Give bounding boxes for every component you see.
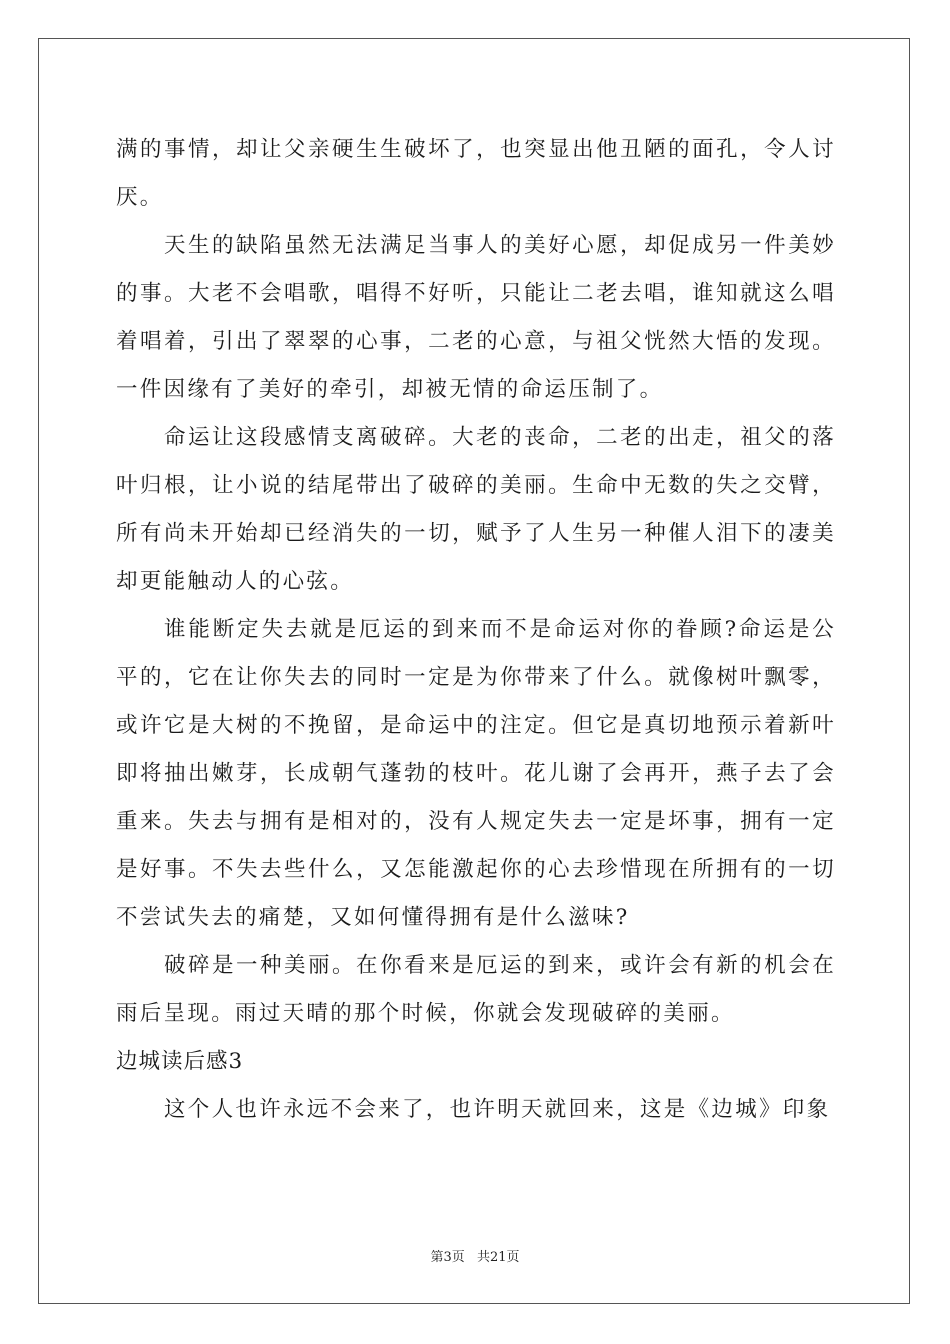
paragraph-2: 天生的缺陷虽然无法满足当事人的美好心愿，却促成另一件美妙的事。大老不会唱歌，唱得不好听，只能让二老去唱，谁知就这么唱着唱着，引出了翠翠的心事，二老的心意，与祖父恍然大悟的发现。一件因缘有了美好的牵引，却被无情的命运压制了。 bbox=[116, 233, 836, 402]
section-heading: 边城读后感3 bbox=[116, 1049, 244, 1074]
page-footer bbox=[0, 1246, 950, 1265]
page-number: 第3页 bbox=[430, 1250, 465, 1265]
paragraph-5: 破碎是一种美丽。在你看来是厄运的到来，或许会有新的机会在雨后呈现。雨过天晴的那个时候，你就会发现破碎的美丽。 bbox=[116, 953, 836, 1026]
paragraph-3: 命运让这段感情支离破碎。大老的丧命，二老的出走，祖父的落叶归根，让小说的结尾带出了破碎的美丽。生命中无数的失之交臂，所有尚未开始却已经消失的一切，赋予了人生另一种催人泪下的凄美却更能触动人的心弦。 bbox=[116, 425, 836, 594]
paragraph-4: 谁能断定失去就是厄运的到来而不是命运对你的眷顾?命运是公平的，它在让你失去的同时一定是为你带来了什么。就像树叶飘零，或许它是大树的不挽留，是命运中的注定。但它是真切地预示着新叶即将抽出嫩芽，长成朝气蓬勃的枝叶。花儿谢了会再开，燕子去了会重来。失去与拥有是相对的，没有人规定失去一定是坏事，拥有一定是好事。不失去些什么，又怎能激起你的心去珍惜现在所拥有的一切不尝试失去的痛楚，又如何懂得拥有是什么滋味? bbox=[116, 617, 836, 930]
document-body bbox=[116, 126, 836, 1134]
page-total: 共21页 bbox=[476, 1250, 520, 1265]
paragraph-6: 这个人也许永远不会来了，也许明天就回来，这是《边城》印象 bbox=[164, 1097, 831, 1122]
paragraph-1: 满的事情，却让父亲硬生生破坏了，也突显出他丑陋的面孔，令人讨厌。 bbox=[116, 137, 836, 210]
